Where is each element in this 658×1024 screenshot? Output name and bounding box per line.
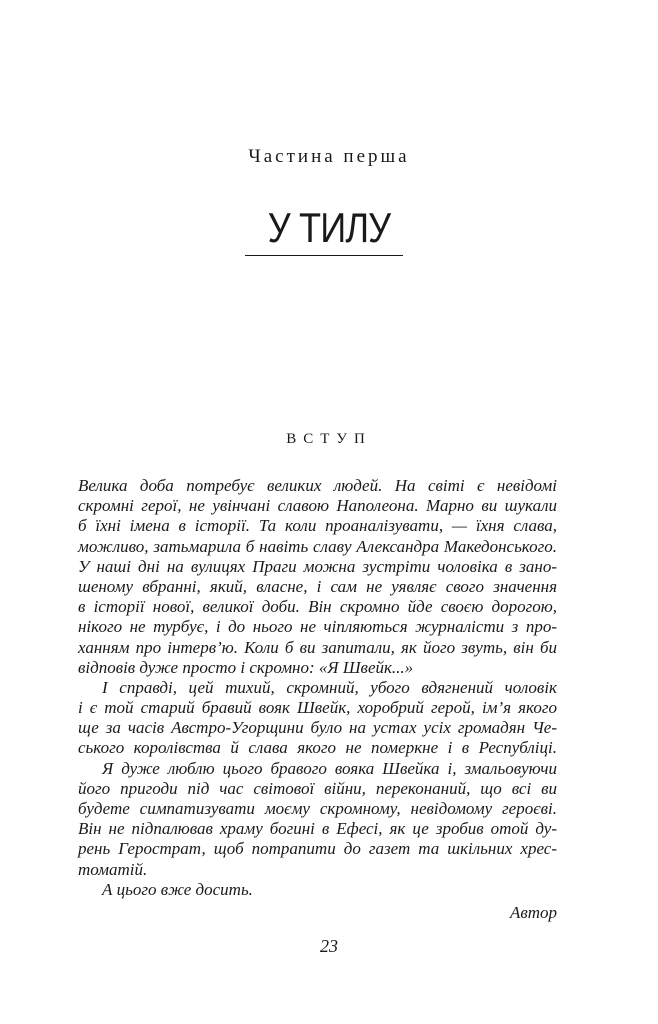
- text-line: томатій.: [78, 859, 148, 879]
- text-line: ханням про інтерв’ю. Коли б ви запитали, як його звуть, він би: [78, 637, 557, 657]
- text-line: скромні герої, не увінчані славою Наполеона. Марно ви шукали: [78, 496, 557, 516]
- text-line: Я дуже люблю цього бравого вояка Швейка і, змальовуючи: [102, 758, 557, 778]
- text-line: нікого не турбує, і до нього не чіпляються журналісти з про-: [78, 617, 557, 637]
- text-line: Велика доба потребує великих людей. На світі є невідомі: [78, 476, 557, 495]
- title-underline: [245, 255, 403, 256]
- body-text: [78, 476, 557, 900]
- text-line: в історії нової, великої доби. Він скромно йде своєю дорогою,: [78, 597, 557, 617]
- text-line: і є той старий бравий вояк Швейк, хоробрий герой, ім’я якого: [78, 698, 557, 718]
- text-line: б їхні імена в історії. Та коли проаналізувати, — їхня слава,: [78, 516, 557, 536]
- text-line: будете симпатизувати моєму скромному, невідомому героєві.: [78, 799, 557, 818]
- text-line: рень Герострат, щоб потрапити до газет та шкільних хрес-: [78, 839, 557, 859]
- text-line: його пригоди під час світової війни, переконаний, що всі ви: [78, 778, 557, 798]
- text-line: ще за часів Австро-Угорщини було на устах усіх громадян Че-: [78, 718, 557, 738]
- text-line: можливо, затьмарила б навіть славу Александра Македонського.: [78, 536, 557, 556]
- part-label: Частина перша: [248, 146, 410, 167]
- text-line: І справді, цей тихий, скромний, убого вдягнений чоловік: [102, 677, 557, 697]
- text-line: ського королівства й слава якого не померкне і в Республіці.: [78, 738, 557, 758]
- text-line: відповів дуже просто і скромно: «Я Швейк...»: [78, 657, 414, 677]
- text-line: У наші дні на вулицях Праги можна зустріти чоловіка в зано-: [78, 556, 557, 576]
- text-line: А цього вже досить.: [102, 879, 253, 899]
- part-title: У ТИЛУ: [267, 204, 391, 251]
- text-line: шеному вбранні, який, власне, і сам не уявляє свого значення: [78, 576, 557, 596]
- page-number: 23: [320, 936, 338, 956]
- section-heading: ВСТУП: [286, 431, 372, 447]
- author-signature: Автор: [509, 903, 557, 922]
- text-line: Він не підпалював храму богині в Ефесі, як це зробив отой ду-: [78, 819, 557, 839]
